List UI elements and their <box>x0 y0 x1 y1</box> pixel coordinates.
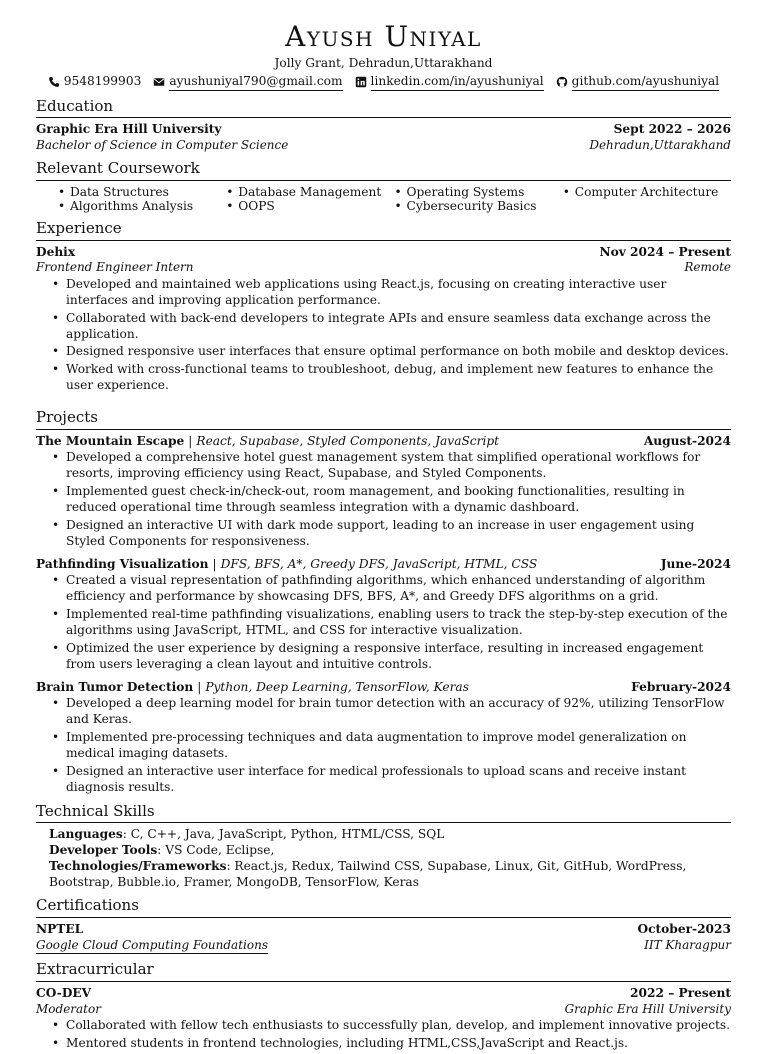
bullet-item: • Collaborated with fellow tech enthusiasts to successfully plan, develop, and implement innovative projects. <box>66 1018 731 1034</box>
education-heading: Education <box>36 97 731 119</box>
email-contact[interactable] <box>153 74 342 91</box>
bullet-item: • Designed an interactive UI with dark mode support, leading to an increase in user engagement using Styled Components for responsiveness. <box>66 518 731 550</box>
project-entry <box>36 680 731 796</box>
skills-label: Languages <box>49 827 123 842</box>
bullet-item: • Designed responsive user interfaces that ensure optimal performance on both mobile and desktop devices. <box>66 344 731 360</box>
project-tech: Python, Deep Learning, TensorFlow, Keras <box>205 679 469 694</box>
skills-heading: Technical Skills <box>36 802 731 824</box>
coursework-heading: Relevant Coursework <box>36 159 731 181</box>
course-item: • Algorithms Analysis <box>58 199 226 213</box>
phone-number: 9548199903 <box>63 74 142 89</box>
project-bullets <box>36 450 731 549</box>
course-item: • Data Structures <box>58 185 226 199</box>
cert-name: NPTEL <box>36 921 84 936</box>
course-item: • OOPS <box>226 199 394 213</box>
course-item: • Database Management <box>226 185 394 199</box>
skills-languages <box>49 827 731 843</box>
org-location: Graphic Era Hill University <box>564 1001 731 1016</box>
phone-icon <box>48 76 60 88</box>
job-role: Frontend Engineer Intern <box>36 260 194 275</box>
project-tech: React, Supabase, Styled Components, JavaScript <box>196 433 500 448</box>
project-date: February-2024 <box>631 679 731 694</box>
bullet-item: • Created a visual representation of pathfinding algorithms, which enhanced understanding of algorithm efficiency and performance by showcasing DFS, BFS, A*, and Greedy DFS algorithms on a grid. <box>66 573 731 605</box>
extracurricular-entry <box>36 986 731 1052</box>
skills-value: : C, C++, Java, JavaScript, Python, HTML/CSS, SQL <box>122 827 445 842</box>
resume-page <box>36 22 731 1054</box>
project-name: The Mountain Escape <box>36 433 185 448</box>
skills-label: Technologies/Frameworks <box>49 858 227 873</box>
project-date: June-2024 <box>660 556 731 571</box>
course-item: • Computer Architecture <box>563 185 731 199</box>
skills-block <box>36 827 731 890</box>
phone-contact <box>48 74 142 91</box>
bullet-item: • Implemented guest check-in/check-out, room management, and booking functionalities, resulting in reduced operational time through seamless integration with a dynamic dashboard. <box>66 484 731 516</box>
project-bullets <box>36 573 731 672</box>
project-entry <box>36 434 731 550</box>
org-name: CO-DEV <box>36 985 92 1000</box>
school-name: Graphic Era Hill University <box>36 122 222 137</box>
bullet-item: • Collaborated with back-end developers to integrate APIs and ensure seamless data exchange across the application. <box>66 311 731 343</box>
project-title: Pathfinding Visualization | DFS, BFS, A*, Greedy DFS, JavaScript, HTML, CSS <box>36 556 538 571</box>
bullet-item: • Implemented real-time pathfinding visualizations, enabling users to track the step-by-step execution of the algorithms using JavaScript, HTML, and CSS for interactive visualization. <box>66 607 731 639</box>
experience-entry <box>36 245 731 394</box>
skills-tools <box>49 843 731 859</box>
resume-name: Ayush Uniyal <box>285 20 482 53</box>
project-title: Brain Tumor Detection | Python, Deep Learning, TensorFlow, Keras <box>36 679 469 694</box>
extracurricular-heading: Extracurricular <box>36 960 731 982</box>
bullet-item: • Developed a comprehensive hotel guest management system that simplified operational workflows for resorts, improving efficiency using React, Supabase, and Styled Components. <box>66 450 731 482</box>
linkedin-icon <box>355 76 367 88</box>
bullet-item: • Designed an interactive user interface for medical professionals to upload scans and receive instant diagnosis results. <box>66 764 731 796</box>
skills-value: : VS Code, Eclipse, <box>157 842 275 857</box>
skills-frameworks <box>49 859 731 891</box>
project-name: Pathfinding Visualization <box>36 556 209 571</box>
skills-value: : React.js, Redux, Tailwind CSS, Supabase, Linux, Git, GitHub, WordPress, Bootstrap, Bubble.io, Framer, MongoDB, TensorFlow, Keras <box>49 858 687 889</box>
bullet-item: • Implemented pre-processing techniques and data augmentation to improve model generalization on medical imaging datasets. <box>66 730 731 762</box>
education-location: Dehradun,Uttarakhand <box>589 137 731 152</box>
bullet-item: • Developed and maintained web applications using React.js, focusing on creating interactive user interfaces and improving application performance. <box>66 277 731 309</box>
coursework-list <box>36 185 731 213</box>
extracurricular-bullets <box>36 1018 731 1052</box>
skills-label: Developer Tools <box>49 842 158 857</box>
project-bullets <box>36 696 731 795</box>
project-name: Brain Tumor Detection <box>36 679 194 694</box>
projects-heading: Projects <box>36 408 731 430</box>
education-entry <box>36 122 731 153</box>
experience-bullets <box>36 277 731 394</box>
job-location: Remote <box>684 260 731 275</box>
company-name: Dehix <box>36 244 76 259</box>
cert-date: October-2023 <box>637 921 731 936</box>
project-entry <box>36 557 731 673</box>
course-item: • Cybersecurity Basics <box>395 199 563 213</box>
linkedin-link[interactable]: linkedin.com/in/ayushuniyal <box>371 74 544 91</box>
bullet-item: • Optimized the user experience by designing a responsive interface, resulting in increased engagement from users leveraging a clean layout and intuitive controls. <box>66 641 731 673</box>
project-title: The Mountain Escape | React, Supabase, Styled Components, JavaScript <box>36 433 500 448</box>
certifications-heading: Certifications <box>36 896 731 918</box>
envelope-icon <box>153 76 165 88</box>
github-icon <box>556 76 568 88</box>
linkedin-contact[interactable] <box>355 74 544 91</box>
bullet-item: • Worked with cross-functional teams to troubleshoot, debug, and implement new features to enhance the user experience. <box>66 362 731 394</box>
education-dates: Sept 2022 – 2026 <box>613 122 731 137</box>
contact-bar <box>36 74 731 91</box>
experience-heading: Experience <box>36 219 731 241</box>
course-item: • Operating Systems <box>395 185 563 199</box>
bullet-item: • Developed a deep learning model for brain tumor detection with an accuracy of 92%, utilizing TensorFlow and Keras. <box>66 696 731 728</box>
project-tech: DFS, BFS, A*, Greedy DFS, JavaScript, HTML, CSS <box>220 556 538 571</box>
bullet-item: • Mentored students in frontend technologies, including HTML,CSS,JavaScript and React.js. <box>66 1036 731 1052</box>
github-link[interactable]: github.com/ayushuniyal <box>572 74 720 91</box>
address: Jolly Grant, Dehradun,Uttarakhand <box>274 55 493 70</box>
email-link[interactable]: ayushuniyal790@gmail.com <box>169 74 342 91</box>
experience-dates: Nov 2024 – Present <box>599 244 731 259</box>
degree: Bachelor of Science in Computer Science <box>36 137 289 152</box>
cert-issuer: IIT Kharagpur <box>644 937 731 952</box>
certification-entry <box>36 922 731 954</box>
github-contact[interactable] <box>556 74 720 91</box>
org-role: Moderator <box>36 1001 101 1016</box>
cert-course-link[interactable]: Google Cloud Computing Foundations <box>36 938 268 955</box>
project-date: August-2024 <box>643 433 731 448</box>
org-dates: 2022 – Present <box>630 985 731 1000</box>
